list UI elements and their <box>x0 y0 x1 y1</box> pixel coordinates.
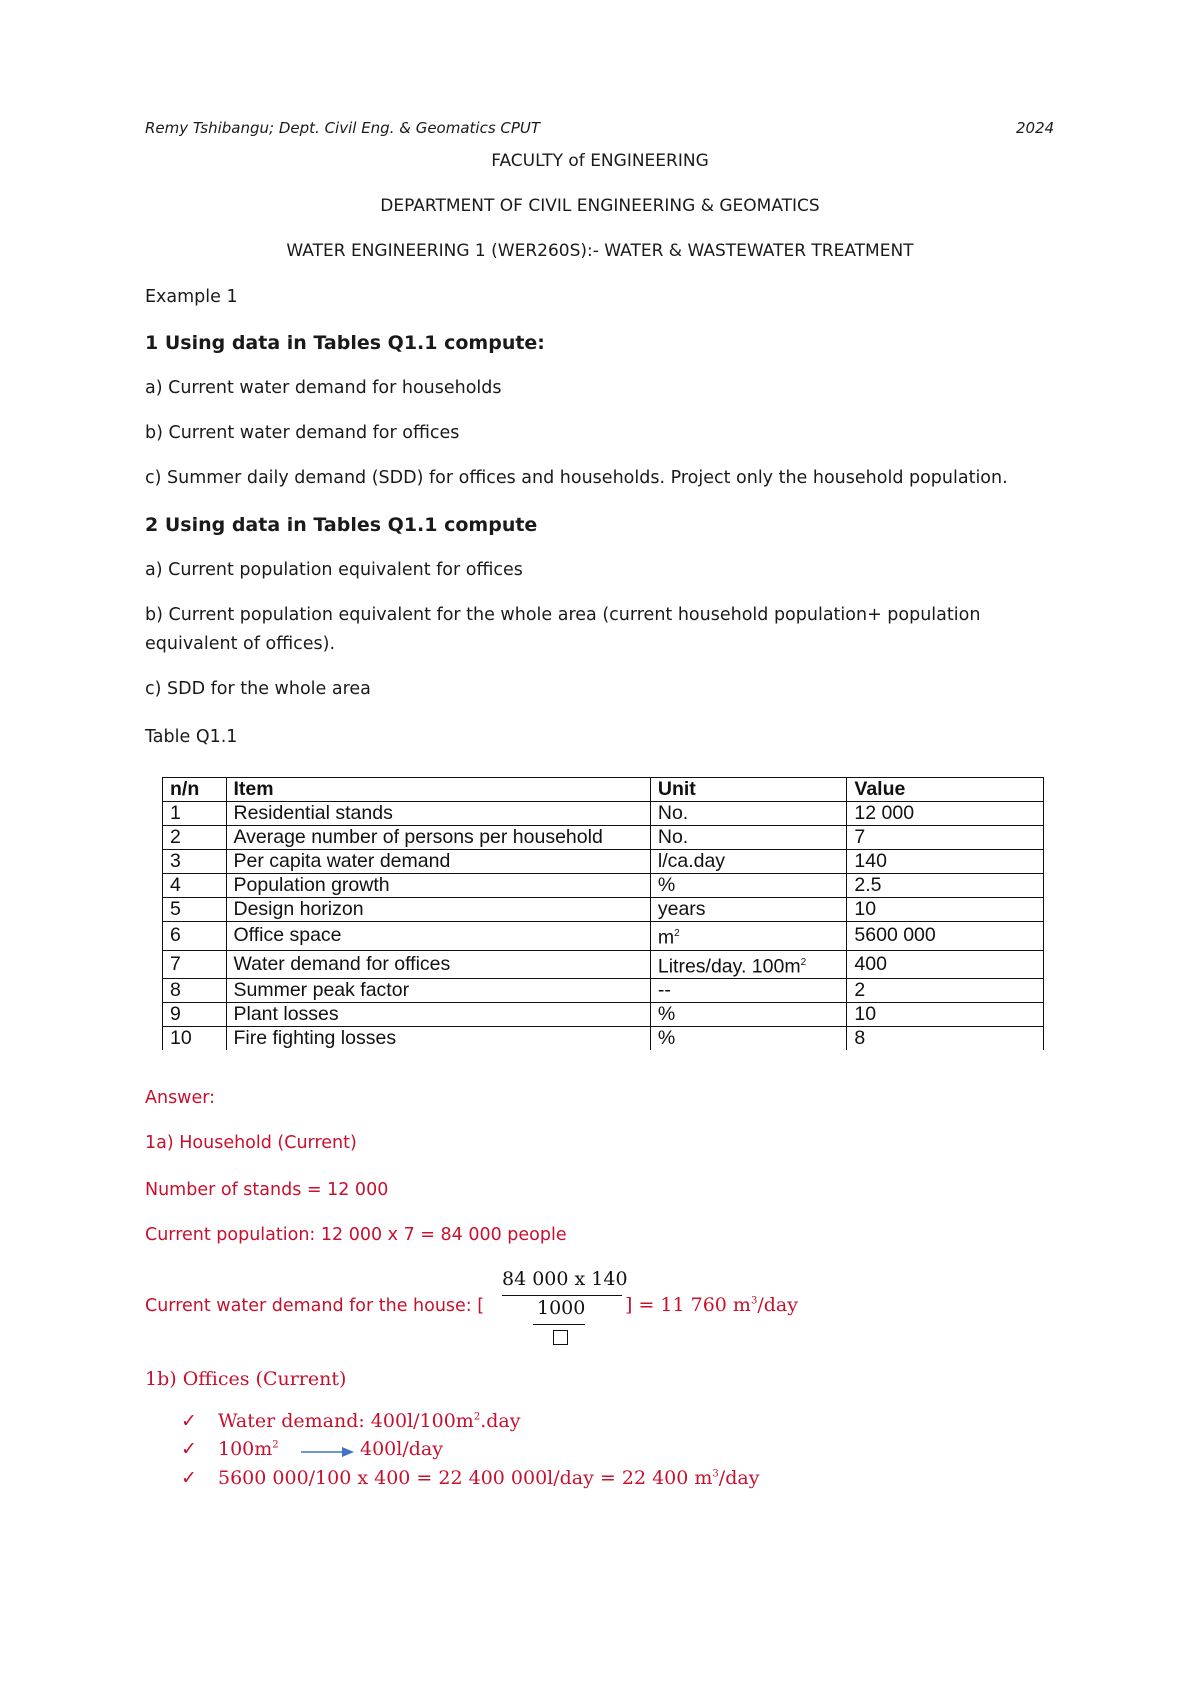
cell-item: Water demand for offices <box>226 950 650 979</box>
table-row <box>163 922 1044 951</box>
table-row <box>163 802 1044 826</box>
cell-value: 2.5 <box>847 874 1044 898</box>
q1-a: a) Current water demand for households <box>145 378 502 398</box>
answer-label: Answer: <box>145 1088 216 1108</box>
col-header-nn: n/n <box>163 778 227 802</box>
table-row <box>163 1003 1044 1027</box>
table-row <box>163 874 1044 898</box>
demand-result-text: ] = 11 760 m <box>625 1294 751 1316</box>
arrow-right-icon <box>300 1444 356 1460</box>
unit-superscript: 2 <box>800 956 807 968</box>
cell-value: 400 <box>847 950 1044 979</box>
answer-demand-result <box>625 1294 798 1316</box>
answer-1a-heading: 1a) Household (Current) <box>145 1133 357 1153</box>
cell-value: 10 <box>847 1003 1044 1027</box>
fraction-numerator: 84 000 x 140 <box>502 1268 628 1290</box>
cell-unit: % <box>650 1027 847 1051</box>
cell-value: 7 <box>847 826 1044 850</box>
checkmark-icon: ✓ <box>181 1410 197 1432</box>
q1-c: c) Summer daily demand (SDD) for offices and households. Project only the household population. <box>145 468 1008 488</box>
cell-value: 2 <box>847 979 1044 1003</box>
data-table <box>162 777 1044 1050</box>
cell-nn: 2 <box>163 826 227 850</box>
table-row <box>163 979 1044 1003</box>
unit-text: m <box>657 926 675 949</box>
fraction-denominator: 1000 <box>537 1297 586 1319</box>
table-row <box>163 1027 1044 1051</box>
cell-unit: No. <box>650 826 847 850</box>
b1-text: Water demand: 400l/100m <box>218 1410 474 1432</box>
b2-left-text: 100m <box>218 1438 273 1460</box>
table-row <box>163 850 1044 874</box>
cell-item: Per capita water demand <box>226 850 650 874</box>
cell-unit <box>650 922 847 951</box>
b2-superscript: 2 <box>272 1439 279 1451</box>
cell-value: 140 <box>847 850 1044 874</box>
col-header-value: Value <box>847 778 1044 802</box>
answer-1b-heading: 1b) Offices (Current) <box>145 1368 347 1390</box>
cell-nn: 6 <box>163 922 227 951</box>
table-header-row <box>163 778 1044 802</box>
demand-suffix: /day <box>757 1294 798 1316</box>
answer-demand-prefix: Current water demand for the house: [ <box>145 1296 485 1316</box>
header-year: 2024 <box>1016 119 1055 137</box>
cell-unit: -- <box>650 979 847 1003</box>
q2-heading: 2 Using data in Tables Q1.1 compute <box>145 514 538 536</box>
course-title: WATER ENGINEERING 1 (WER260S):- WATER & WASTEWATER TREATMENT <box>286 241 914 261</box>
answer-1b-line1 <box>218 1410 520 1432</box>
b3-text: 5600 000/100 x 400 = 22 400 000l/day = 22 400 m <box>218 1467 713 1489</box>
cell-item: Office space <box>226 922 650 951</box>
cell-nn: 9 <box>163 1003 227 1027</box>
cell-item: Residential stands <box>226 802 650 826</box>
cell-unit: No. <box>650 802 847 826</box>
b1-suffix: .day <box>480 1410 521 1432</box>
cell-item: Fire fighting losses <box>226 1027 650 1051</box>
cell-nn: 7 <box>163 950 227 979</box>
table-row <box>163 950 1044 979</box>
faculty-title: FACULTY of ENGINEERING <box>491 151 709 171</box>
col-header-item: Item <box>226 778 650 802</box>
placeholder-box-icon <box>553 1330 568 1345</box>
cell-nn: 4 <box>163 874 227 898</box>
cell-nn: 1 <box>163 802 227 826</box>
cell-unit: years <box>650 898 847 922</box>
q1-b: b) Current water demand for offices <box>145 423 460 443</box>
demand-superscript: 3 <box>750 1295 758 1307</box>
answer-stands: Number of stands = 12 000 <box>145 1180 389 1200</box>
b3-suffix: /day <box>718 1467 760 1489</box>
checkmark-icon: ✓ <box>181 1467 197 1489</box>
answer-1b-line2-left <box>218 1438 279 1460</box>
cell-value: 10 <box>847 898 1044 922</box>
b3-superscript: 3 <box>712 1468 719 1480</box>
answer-1b-line2-right: 400l/day <box>360 1438 443 1460</box>
cell-unit: % <box>650 1003 847 1027</box>
department-title: DEPARTMENT OF CIVIL ENGINEERING & GEOMATICS <box>380 196 820 216</box>
q1-heading: 1 Using data in Tables Q1.1 compute: <box>145 332 545 354</box>
cell-item: Design horizon <box>226 898 650 922</box>
table-row <box>163 898 1044 922</box>
table-caption: Table Q1.1 <box>145 727 238 747</box>
b1-superscript: 2 <box>473 1411 481 1423</box>
fraction-bar <box>502 1295 622 1296</box>
cell-nn: 8 <box>163 979 227 1003</box>
cell-value: 5600 000 <box>847 922 1044 951</box>
unit-superscript: 2 <box>674 928 680 939</box>
cell-nn: 5 <box>163 898 227 922</box>
cell-item: Plant losses <box>226 1003 650 1027</box>
q2-b-line1: b) Current population equivalent for the whole area (current household population+ population <box>145 605 981 625</box>
answer-1b-line3 <box>218 1467 759 1489</box>
q2-b-line2: equivalent of offices). <box>145 634 336 654</box>
checkmark-icon: ✓ <box>181 1438 197 1460</box>
cell-item: Summer peak factor <box>226 979 650 1003</box>
header-author: Remy Tshibangu; Dept. Civil Eng. & Geomatics CPUT <box>145 119 541 137</box>
cell-item: Population growth <box>226 874 650 898</box>
cell-value: 8 <box>847 1027 1044 1051</box>
table-row <box>163 826 1044 850</box>
q2-a: a) Current population equivalent for offices <box>145 560 523 580</box>
cell-value: 12 000 <box>847 802 1044 826</box>
cell-unit: % <box>650 874 847 898</box>
cell-unit <box>650 950 847 979</box>
cell-nn: 10 <box>163 1027 227 1051</box>
answer-population: Current population: 12 000 x 7 = 84 000 people <box>145 1225 567 1245</box>
col-header-unit: Unit <box>650 778 847 802</box>
cell-item: Average number of persons per household <box>226 826 650 850</box>
cell-nn: 3 <box>163 850 227 874</box>
cell-unit: l/ca.day <box>650 850 847 874</box>
unit-text: Litres/day. 100m <box>657 955 801 977</box>
example-label: Example 1 <box>145 287 238 307</box>
q2-c: c) SDD for the whole area <box>145 679 371 699</box>
fraction-underline <box>533 1324 585 1325</box>
